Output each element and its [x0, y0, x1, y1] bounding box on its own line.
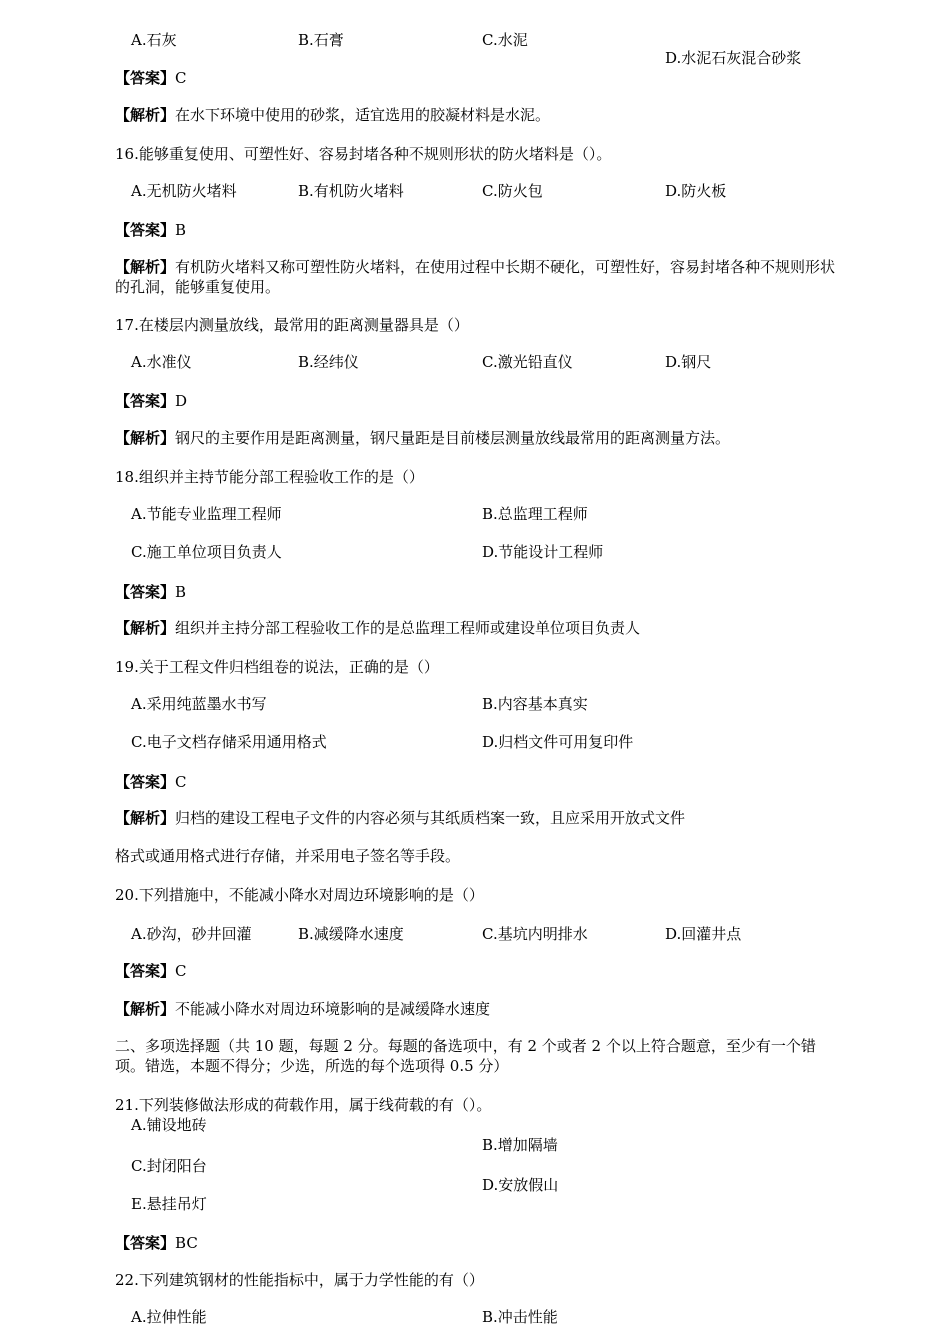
section-heading-multiple-choice: 二、多项选择题（共 10 题，每题 2 分。每题的备选项中，有 2 个或者 2 个以上符合题意，至少有一个错项。错选，本题不得分；少选，所选的每个选项得 0.5 分） — [115, 1037, 816, 1075]
q21-stem: 21.下列装修做法形成的荷载作用，属于线荷载的有（）。 — [115, 1096, 492, 1114]
analysis-label: 【解析】 — [115, 258, 176, 276]
q21-option-b: B.增加隔墙 — [482, 1136, 558, 1154]
q16-analysis — [115, 257, 839, 297]
q17-analysis — [115, 428, 730, 448]
q21-answer — [115, 1233, 198, 1253]
q16-option-c: C.防火包 — [482, 182, 543, 200]
q15-analysis — [115, 105, 550, 125]
q15-option-b: B.石膏 — [298, 31, 344, 49]
answer-label: 【答案】 — [115, 583, 176, 601]
analysis-text: 组织并主持分部工程验收工作的是总监理工程师或建设单位项目负责人 — [175, 619, 641, 637]
q15-answer — [115, 68, 187, 88]
q19-stem: 19.关于工程文件归档组卷的说法，正确的是（） — [115, 658, 439, 676]
q15-option-d: D.水泥石灰混合砂浆 — [665, 49, 802, 67]
answer-value: C — [175, 962, 187, 980]
q16-option-a: A.无机防火堵料 — [131, 182, 237, 200]
q17-option-d: D.钢尺 — [665, 353, 712, 371]
q18-option-c: C.施工单位项目负责人 — [131, 543, 282, 561]
q17-option-b: B.经纬仪 — [298, 353, 359, 371]
answer-value: B — [175, 221, 187, 239]
q19-option-b: B.内容基本真实 — [482, 695, 588, 713]
answer-label: 【答案】 — [115, 1234, 176, 1252]
q19-analysis — [115, 808, 685, 828]
q19-option-c: C.电子文档存储采用通用格式 — [131, 733, 327, 751]
q18-option-d: D.节能设计工程师 — [482, 543, 604, 561]
q20-option-c: C.基坑内明排水 — [482, 925, 588, 943]
q18-analysis — [115, 618, 640, 638]
q21-option-c: C.封闭阳台 — [131, 1157, 207, 1175]
q18-option-b: B.总监理工程师 — [482, 505, 588, 523]
q15-option-a: A.石灰 — [131, 31, 177, 49]
q19-answer — [115, 772, 187, 792]
q19-option-d: D.归档文件可用复印件 — [482, 733, 634, 751]
analysis-label: 【解析】 — [115, 1000, 176, 1018]
q19-option-a: A.采用纯蓝墨水书写 — [131, 695, 267, 713]
q18-stem: 18.组织并主持节能分部工程验收工作的是（） — [115, 468, 424, 486]
q16-option-b: B.有机防火堵料 — [298, 182, 404, 200]
answer-label: 【答案】 — [115, 773, 176, 791]
analysis-label: 【解析】 — [115, 429, 176, 447]
analysis-text: 不能减小降水对周边环境影响的是减缓降水速度 — [175, 1000, 491, 1018]
answer-label: 【答案】 — [115, 392, 176, 410]
q21-option-e: E.悬挂吊灯 — [131, 1195, 207, 1213]
q17-answer — [115, 391, 187, 411]
q18-answer — [115, 582, 186, 602]
answer-value: C — [175, 69, 187, 87]
analysis-text: 有机防火堵料又称可塑性防火堵料，在使用过程中长期不硬化，可塑性好，容易封堵各种不规则形状的孔洞，能够重复使用。 — [115, 258, 836, 296]
q19-analysis-continued: 格式或通用格式进行存储，并采用电子签名等手段。 — [115, 847, 461, 865]
q21-option-a: A.铺设地砖 — [131, 1116, 207, 1134]
q16-stem: 16.能够重复使用、可塑性好、容易封堵各种不规则形状的防火堵料是（）。 — [115, 145, 612, 163]
q22-option-a: A.拉伸性能 — [131, 1308, 207, 1326]
q20-option-d: D.回灌井点 — [665, 925, 742, 943]
q20-analysis — [115, 999, 490, 1019]
answer-value: BC — [175, 1234, 198, 1252]
q21-option-d: D.安放假山 — [482, 1176, 559, 1194]
q17-option-a: A.水准仪 — [131, 353, 192, 371]
answer-label: 【答案】 — [115, 69, 176, 87]
q22-stem: 22.下列建筑钢材的性能指标中，属于力学性能的有（） — [115, 1271, 484, 1289]
answer-label: 【答案】 — [115, 221, 176, 239]
analysis-text: 在水下环境中使用的砂浆，适宜选用的胶凝材料是水泥。 — [175, 106, 551, 124]
q20-option-b: B.减缓降水速度 — [298, 925, 404, 943]
answer-value: C — [175, 773, 187, 791]
q17-option-c: C.激光铅直仪 — [482, 353, 573, 371]
q16-option-d: D.防火板 — [665, 182, 727, 200]
q18-option-a: A.节能专业监理工程师 — [131, 505, 282, 523]
q16-answer — [115, 220, 186, 240]
analysis-label: 【解析】 — [115, 619, 176, 637]
analysis-label: 【解析】 — [115, 106, 176, 124]
q22-option-b: B.冲击性能 — [482, 1308, 558, 1326]
q15-option-c: C.水泥 — [482, 31, 528, 49]
q20-answer — [115, 961, 187, 981]
q20-stem: 20.下列措施中，不能减小降水对周边环境影响的是（） — [115, 886, 484, 904]
answer-value: B — [175, 583, 187, 601]
answer-label: 【答案】 — [115, 962, 176, 980]
q17-stem: 17.在楼层内测量放线，最常用的距离测量器具是（） — [115, 316, 469, 334]
analysis-text: 归档的建设工程电子文件的内容必须与其纸质档案一致，且应采用开放式文件 — [175, 809, 686, 827]
answer-value: D — [175, 392, 188, 410]
analysis-label: 【解析】 — [115, 809, 176, 827]
q20-option-a: A.砂沟，砂井回灌 — [131, 925, 252, 943]
analysis-text: 钢尺的主要作用是距离测量，钢尺量距是目前楼层测量放线最常用的距离测量方法。 — [175, 429, 731, 447]
